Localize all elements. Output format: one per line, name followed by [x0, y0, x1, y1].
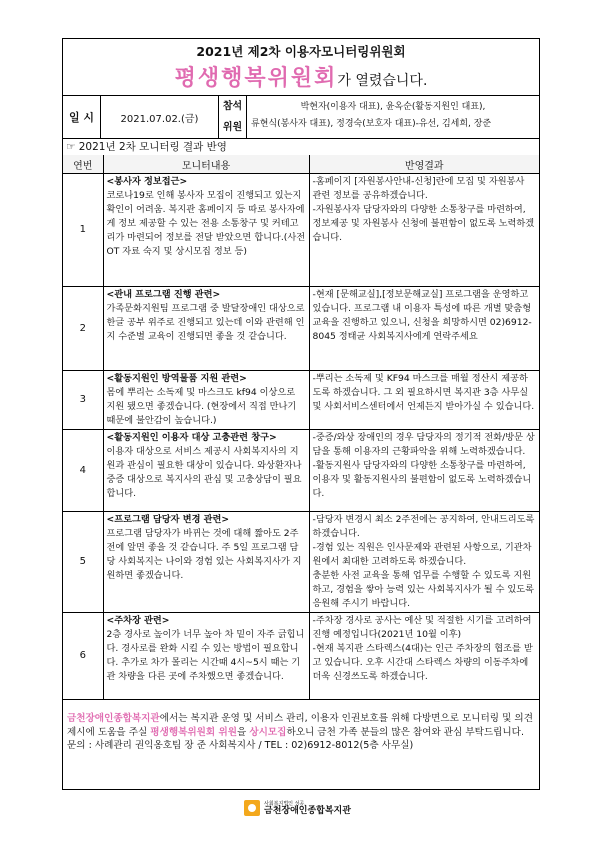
table-row — [63, 371, 539, 430]
table-row — [63, 174, 539, 287]
footer-text-3: 하오니 금천 가족 분들의 많은 참여와 관심 부탁드립니다. — [286, 726, 525, 738]
row-result: -뿌리는 소독제 및 KF94 마스크를 매월 정산시 제공하도록 하겠습니다. 그 외 필요하시면 복지관 3층 사무실 및 사회서비스센터에서 언제든지 받아가실 수 있습니다. — [309, 371, 539, 430]
row-result: -홈페이지 [자원봉사안내-신청]란에 모집 및 자원봉사 관련 정보를 공유하겠습니다. -자원봉사자 담당자와의 다양한 소통창구를 마련하여, 정보제공 및 자원봉사 신청에 불편함이 없도록 노력하겠습니다. — [309, 174, 539, 287]
row-title: <봉사자 정보접근> — [106, 176, 188, 187]
logo-text — [264, 801, 351, 816]
attendee-label-2: 위원 — [222, 122, 243, 133]
always-recruit: 상시모집 — [249, 726, 287, 738]
header-num: 연번 — [63, 155, 103, 174]
committee-title: 평생행복위원회 — [174, 66, 338, 91]
meeting-info — [63, 95, 539, 139]
row-text: 프로그램 담당자가 바뀌는 것에 대해 짧아도 2주 전에 알면 좋을 것 같습니다. 주 5일 프로그램 담당 사회복지는 나이와 경험 있는 사회복지사가 지원하면 좋겠습니다. — [106, 528, 302, 581]
row-num: 5 — [63, 512, 103, 613]
row-num: 3 — [63, 371, 103, 430]
document-frame — [62, 38, 540, 790]
row-title: <관내 프로그램 진행 관련> — [106, 289, 221, 300]
logo-name: 금천장애인종합복지관 — [264, 805, 351, 816]
monitoring-table — [63, 155, 539, 700]
attendee-row-1: 박현자(이용자 대표), 윤옥순(활동지원인 대표), — [300, 102, 486, 112]
row-content — [103, 430, 309, 512]
row-result: -중증/와상 장애인의 경우 담당자의 정기적 전화/방문 상담을 통해 이용자의 근황파악을 위해 노력하겠습니다. -활동지원사 담당자와의 다양한 소통창구를 마련하여, 이용자 및 활동지원사의 불편함이 없도록 노력하겠습니다. — [309, 430, 539, 512]
row-title: <활동지원인 이용자 대상 고충관련 창구> — [106, 432, 277, 443]
row-result: -현재 [문해교실],[정보문해교실] 프로그램을 운영하고 있습니다. 프로그램 내 이용자 특성에 따른 개별 맞춤형 교육을 진행하고 있으니, 신청을 희망하시면 02)6912-8045 정태균 사회복지사에게 연락주세요 — [309, 287, 539, 371]
table-header-row — [63, 155, 539, 174]
table-row — [63, 613, 539, 700]
header-line: 2021년 제2차 이용자모니터링위원회 — [196, 44, 406, 59]
row-content — [103, 287, 309, 371]
row-text: 이용자 대상으로 서비스 제공시 사회복지사의 지원과 관심이 필요한 대상이 있습니다. 와상환자나 중증 대상으로 복지사의 관심 및 고충상담이 필요합니다. — [106, 446, 302, 499]
header-tail: 가 열렸습니다. — [337, 73, 428, 89]
row-text: 코로나19로 인해 봉사자 모집이 진행되고 있는지 확인이 어려움. 복지관 홈페이지 등 따로 봉사자에게 정보 제공할 수 있는 전용 소통창구 및 커테고리가 마련되어 정보를 전달 받았으면 합니다.(사전 OT 자료 숙지 및 상시모집 정보 등) — [106, 190, 306, 257]
row-title: <활동지원인 방역물품 지원 관련> — [106, 373, 247, 384]
row-num: 1 — [63, 174, 103, 287]
row-content — [103, 613, 309, 700]
row-content — [103, 174, 309, 287]
row-num: 4 — [63, 430, 103, 512]
row-num: 2 — [63, 287, 103, 371]
header-result: 반영결과 — [309, 155, 539, 174]
attendee-row-2: 류현식(봉사자 대표), 정경숙(보호자 대표)-유선, 김세희, 장준 — [251, 119, 492, 129]
header-content: 모니터내용 — [103, 155, 309, 174]
table-row — [63, 512, 539, 613]
org-logo — [244, 800, 351, 816]
date-label: 일 시 — [63, 96, 101, 138]
header-title-line — [63, 61, 539, 92]
row-text: 2층 경사로 높이가 너무 높아 차 밑이 자주 긁힙니다. 경사로를 완화 시킬 수 있는 방법이 필요합니다. 추가로 차가 몰리는 시간때 4시~5시 때는 기관 차량을 다른 곳에 주차했으면 좋겠습니다. — [106, 629, 305, 682]
committee-member: 평생행복위원회 위원 — [150, 726, 238, 738]
row-result: -주차장 경사로 공사는 예산 및 적절한 시기를 고려하여 진행 예정입니다(2021년 10월 이후) -현재 복지관 스타렉스(4대)는 인근 주차장의 협조를 받고 있습니다. 오후 시간대 스타렉스 차량의 이동주차에 더욱 신경쓰도록 하겠습니다. — [309, 613, 539, 700]
row-text: 몸에 뿌리는 소독제 및 마스크도 kf94 이상으로 지원 됐으면 좋겠습니다. (현장에서 직접 만나기 때문에 불안감이 높습니다.) — [106, 387, 297, 426]
row-text: 가족문화지원팀 프로그램 중 발달장애인 대상으로 한글 공부 위주로 진행되고 있는데 이와 관련해 인지 수준별 교육이 진행되면 좋을 것 같습니다. — [106, 303, 305, 342]
row-content — [103, 512, 309, 613]
attendee-label-1: 참석 — [222, 101, 243, 112]
row-title: <주차장 관련> — [106, 615, 170, 626]
date-value: 2021.07.02.(금) — [101, 96, 219, 138]
contact-line: 문의 : 사례관리 권익옹호팀 장 준 사회복지사 / TEL : 02)6912-8012(5층 사무실) — [67, 740, 414, 751]
row-content — [103, 371, 309, 430]
logo-mark-icon — [244, 800, 260, 816]
attendee-list — [247, 96, 539, 138]
document-header — [63, 39, 539, 95]
row-result: -담당자 변경시 최소 2주전에는 공지하여, 안내드리도록 하겠습니다. -경험 있는 직원은 인사문제와 관련된 사항으로, 기관차원에서 최대한 고려하도록 하겠습니다. 충분한 사전 교육을 통해 업무를 수행할 수 있도록 지원하고, 경험을 쌓아 능력 있는 사회복지사가 될 수 있도록 응원해 주시기 바랍니다. — [309, 512, 539, 613]
footer-text-2: 을 — [237, 726, 250, 738]
org-name: 금천장애인종합복지관 — [67, 713, 160, 724]
table-row — [63, 430, 539, 512]
section-title: ☞ 2021년 2차 모니터링 결과 반영 — [66, 141, 227, 153]
row-num: 6 — [63, 613, 103, 700]
footer-notice — [63, 710, 539, 789]
table-row — [63, 287, 539, 371]
row-title: <프로그램 담당자 변경 관련> — [106, 514, 230, 525]
footer-text-1: 에서는 복지관 운영 및 서비스 관리, 이용자 인권보호를 위해 다방면으로 모니터링 및 의견제시에 도움을 주실 — [67, 713, 533, 738]
logo-sub: 사회복지법인 성공 — [264, 800, 305, 807]
attendee-label — [219, 96, 247, 138]
